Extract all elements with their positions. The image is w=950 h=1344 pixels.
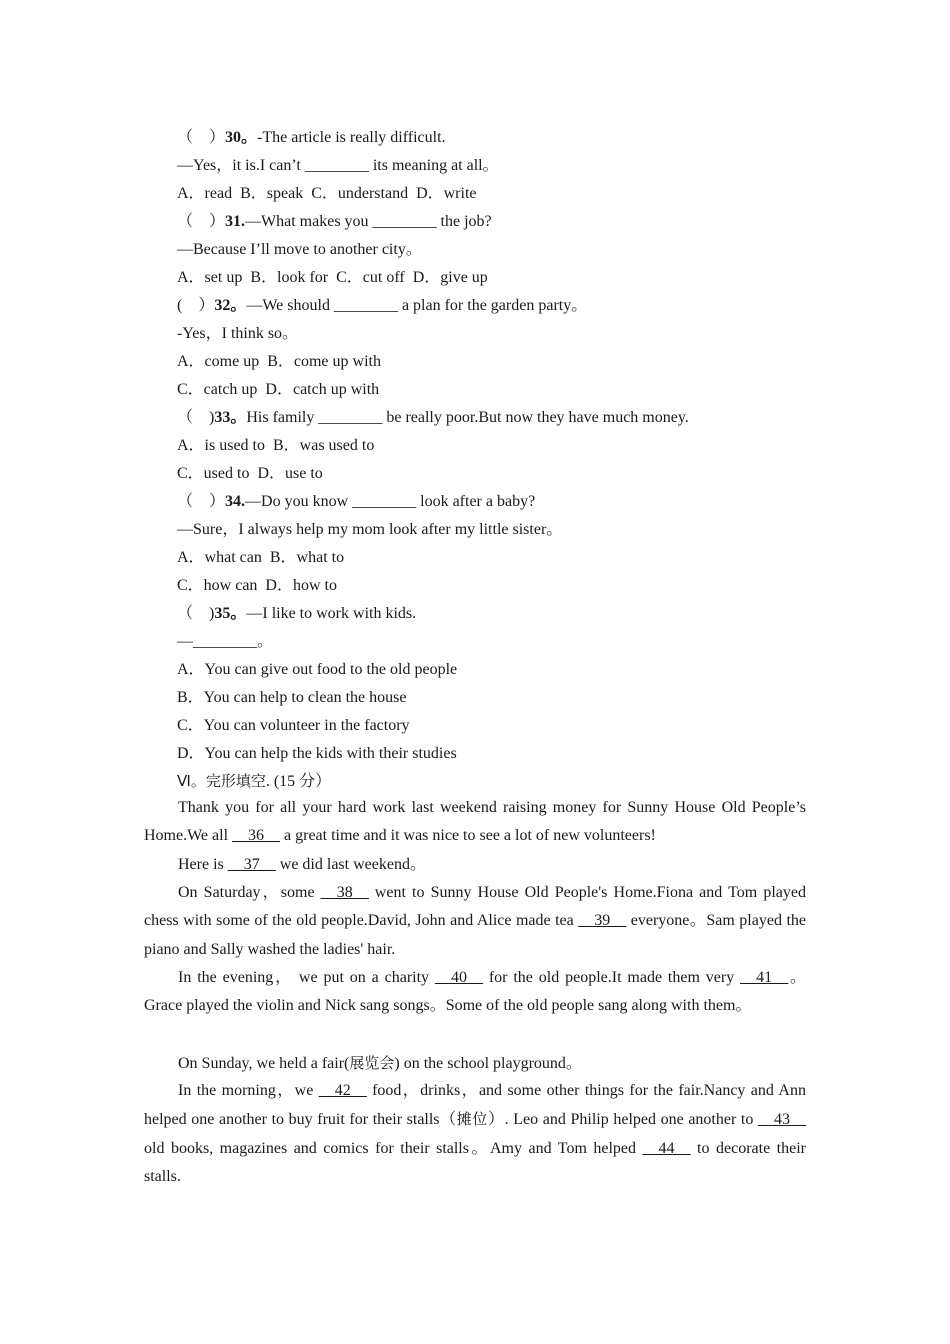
question-35-option-a: A．You can give out food to the old people: [177, 661, 458, 678]
question-stem: His family ________ be really poor.But now they have much money.: [246, 409, 689, 426]
passage-text: food，drinks，and some other things for the fair.Nancy and Ann helped one another to buy fruit for their stalls（: [144, 1082, 806, 1129]
passage-text: ) on the school playground。: [394, 1055, 582, 1072]
blank-41: __41__: [740, 969, 789, 986]
question-35-option-d: D．You can help the kids with their studies: [177, 745, 457, 762]
question-35-option-b: B．You can help to clean the house: [177, 689, 407, 706]
passage-text: In the evening， we put on a charity: [178, 969, 435, 986]
question-number: 33。: [214, 409, 247, 426]
question-34-options-cd: C．how can D．how to: [177, 577, 337, 594]
question-30-options: A．read B．speak C．understand D．write: [177, 185, 477, 202]
question-31-options: A．set up B．look for C．cut off D．give up: [177, 269, 488, 286]
passage-text: a great time and it was nice to see a lot of new volunteers!: [280, 827, 656, 845]
answer-bracket: （ ): [177, 605, 215, 622]
passage-paragraph-1: [144, 794, 806, 851]
passage-text: went to Sunny House Old People's Home.Fiona and Tom played chess with some of the old people.David, John and Alice made tea: [144, 884, 806, 930]
question-stem: —What makes you ________ the job?: [245, 213, 492, 230]
passage-text: everyone。Sam played the piano and Sally washed the ladies' hair.: [144, 912, 806, 958]
answer-bracket: （ ）: [177, 493, 226, 510]
section-title: Ⅵ。完形填空: [177, 772, 266, 790]
passage-text: for the old people.It made them very: [482, 969, 741, 986]
question-35-option-c: C．You can volunteer in the factory: [177, 717, 410, 734]
passage-text: 。Grace played the violin and Nick sang songs。Some of the old people sang along with them。: [144, 969, 806, 1015]
blank-38: __38__: [320, 884, 369, 901]
question-stem: —I like to work with kids.: [246, 605, 417, 622]
answer-bracket: （ ）: [177, 129, 226, 146]
question-number: 34.: [225, 493, 246, 510]
question-32: [177, 296, 587, 316]
question-33-options-ab: A．is used to B．was used to: [177, 437, 375, 454]
question-35: [177, 604, 416, 624]
question-number: 30。: [225, 129, 258, 146]
blank-44: __44__: [642, 1139, 691, 1157]
question-32-dialogue: -Yes，I think so。: [177, 325, 299, 342]
passage-text: On Sunday, we held a fair(: [178, 1055, 350, 1072]
section-heading: [177, 771, 331, 792]
question-31-dialogue: —Because I’ll move to another city。: [177, 241, 422, 258]
answer-bracket: （ ）: [177, 213, 226, 230]
passage-gloss: 摊位: [456, 1110, 489, 1129]
blank-36: __36__: [232, 827, 281, 845]
question-30-dialogue: —Yes，it is.I can’t ________ its meaning at all。: [177, 157, 499, 174]
answer-bracket: ( ）: [177, 297, 215, 314]
question-31: [177, 212, 492, 232]
blank-37: __37__: [227, 856, 276, 873]
blank-43: __43__: [758, 1111, 806, 1129]
blank-40: __40__: [434, 969, 483, 986]
question-34-dialogue: —Sure，I always help my mom look after my little sister。: [177, 521, 563, 538]
blank-39: __39__: [578, 912, 627, 930]
passage-paragraph-3: [144, 879, 806, 964]
passage-text: old books, magazines and comics for their stalls。Amy and Tom helped: [144, 1139, 643, 1157]
blank-42: __42__: [318, 1082, 367, 1099]
passage-text: we did last weekend。: [275, 856, 426, 873]
question-34-options-ab: A．what can B．what to: [177, 549, 345, 566]
question-stem: —We should ________ a plan for the garden party。: [246, 297, 588, 314]
passage-paragraph-4: [144, 964, 806, 1021]
passage-text: On Saturday，some: [178, 884, 321, 901]
question-number: 31.: [225, 213, 246, 230]
question-number: 32。: [214, 297, 247, 314]
passage-text: In the morning，we: [178, 1082, 319, 1099]
question-33: [177, 408, 689, 428]
question-32-options-ab: A．come up B．come up with: [177, 353, 381, 370]
passage-text: to decorate their stalls.: [144, 1139, 806, 1185]
question-number: 35。: [214, 605, 247, 622]
question-stem: -The article is really difficult.: [257, 129, 446, 146]
section-score: . (15 分）: [265, 773, 332, 790]
question-33-options-cd: C．used to D．use to: [177, 465, 323, 482]
answer-bracket: （ ): [177, 409, 215, 426]
question-34: [177, 492, 535, 512]
question-35-dialogue: —________。: [177, 633, 274, 650]
question-stem: —Do you know ________ look after a baby?: [245, 493, 536, 510]
passage-paragraph-5: [144, 1049, 806, 1078]
passage-text: Thank you for all your hard work last weekend raising money for Sunny House Old People’s Home.We all: [144, 799, 806, 845]
passage-paragraph-2: [144, 851, 806, 879]
passage-text: Here is: [178, 856, 228, 873]
passage-text: ）. Leo and Philip helped one another to: [488, 1111, 758, 1129]
passage-paragraph-6: [144, 1077, 806, 1191]
passage-gloss: 展览会: [349, 1054, 395, 1072]
question-32-options-cd: C．catch up D．catch up with: [177, 381, 380, 398]
question-30: [177, 128, 446, 148]
